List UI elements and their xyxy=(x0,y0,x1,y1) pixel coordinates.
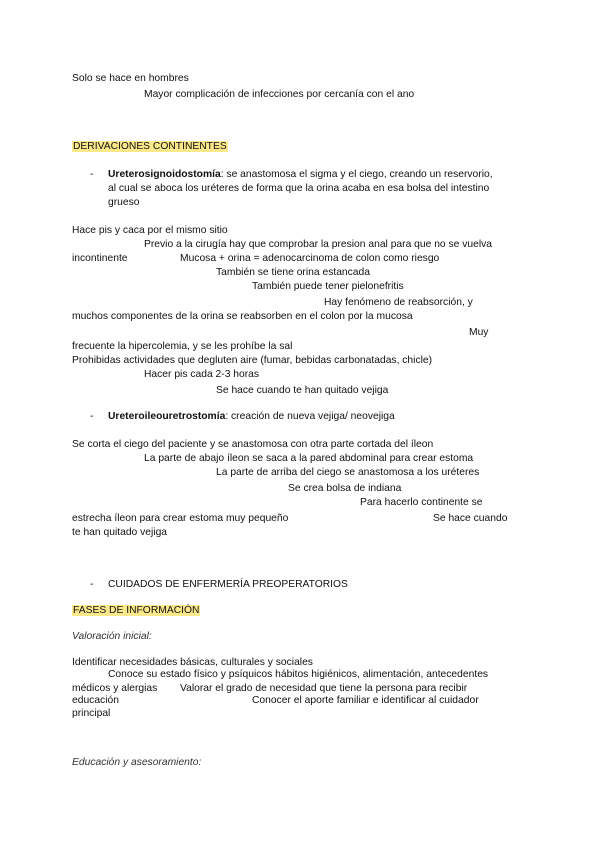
text-line: Se hace cuando xyxy=(433,513,508,524)
text-line: Hace pis y caca por el mismo sitio xyxy=(72,225,228,236)
text-line: También puede tener pielonefritis xyxy=(252,281,404,292)
section-heading xyxy=(72,604,200,617)
bullet-item-preoperative-care: CUIDADOS DE ENFERMERÍA PREOPERATORIOS xyxy=(108,579,348,590)
text-line: Mayor complicación de infecciones por cercanía con el ano xyxy=(144,89,415,100)
highlighted-heading: DERIVACIONES CONTINENTES xyxy=(73,141,227,152)
text-line: Hacer pis cada 2-3 horas xyxy=(144,369,260,380)
bullet-dash: - xyxy=(90,579,94,590)
section-heading xyxy=(72,140,228,153)
subheading-text: Educación y asesoramiento xyxy=(72,757,199,768)
text-line: Solo se hace en hombres xyxy=(72,73,189,84)
text-line: Muy xyxy=(469,327,489,338)
bullet-text: : creación de nueva vejiga/ neovejiga xyxy=(225,411,395,422)
text-line: Se crea bolsa de indiana xyxy=(288,483,402,494)
subheading-colon: : xyxy=(198,757,202,768)
text-line: al cual se aboca los uréteres de forma que la orina acaba en esa bolsa del intestino xyxy=(108,183,490,194)
bullet-dash: - xyxy=(90,169,94,180)
bullet-text: : se anastomosa el sigma y el ciego, creando un reservorio, xyxy=(220,169,493,180)
text-line: Mucosa + orina = adenocarcinoma de colon como riesgo xyxy=(180,253,440,264)
text-line: La parte de arriba del ciego se anastomosa a los uréteres xyxy=(216,467,480,478)
text-line: principal xyxy=(72,708,111,719)
text-line: Previo a la cirugía hay que comprobar la presion anal para que no se vuelva xyxy=(144,239,493,250)
bullet-title: Ureteroileouretrostomía xyxy=(108,411,226,422)
text-line: Prohibidas actividades que degluten aire (fumar, bebidas carbonatadas, chicle) xyxy=(72,355,433,366)
text-line: Valorar el grado de necesidad que tiene la persona para recibir xyxy=(180,683,468,694)
text-line: Identificar necesidades básicas, culturales y sociales xyxy=(72,657,313,668)
subheading-educacion xyxy=(72,756,201,769)
bullet-title: Ureterosignoidostomía xyxy=(108,169,221,180)
text-line: Se hace cuando te han quitado vejiga xyxy=(216,385,389,396)
text-line: médicos y alergias xyxy=(72,683,158,694)
text-line: Conocer el aporte familiar e identificar al cuidador xyxy=(252,695,479,706)
text-line: Para hacerlo continente se xyxy=(360,497,483,508)
text-line: te han quitado vejiga xyxy=(72,527,168,538)
text-line: Hay fenómeno de reabsorción, y xyxy=(324,297,473,308)
bullet-dash: - xyxy=(90,411,94,422)
text-line: estrecha íleon para crear estoma muy pequeño xyxy=(72,513,289,524)
text-line: Se corta el ciego del paciente y se anastomosa con otra parte cortada del íleon xyxy=(72,439,434,450)
text-line: incontinente xyxy=(72,253,128,264)
text-line: frecuente la hipercolemia, y se les prohíbe la sal xyxy=(72,341,293,352)
text-line: muchos componentes de la orina se reabsorben en el colon por la mucosa xyxy=(72,311,413,322)
text-line: grueso xyxy=(108,197,140,208)
text-line: Conoce su estado físico y psíquicos hábitos higiénicos, alimentación, antecedentes xyxy=(108,669,489,680)
subheading-text: Valoración inicial xyxy=(72,631,149,642)
text-line: También se tiene orina estancada xyxy=(216,267,370,278)
text-line: educación xyxy=(72,695,119,706)
subheading-valoracion xyxy=(72,630,152,643)
highlighted-heading: FASES DE INFORMACIÓN xyxy=(73,605,200,616)
text-line: La parte de abajo íleon se saca a la pared abdominal para crear estoma xyxy=(144,453,474,464)
bullet-item-ureteroileouretrostomy xyxy=(108,410,395,423)
subheading-colon: : xyxy=(148,631,152,642)
bullet-item-ureterosigmoidostomy xyxy=(108,168,493,181)
